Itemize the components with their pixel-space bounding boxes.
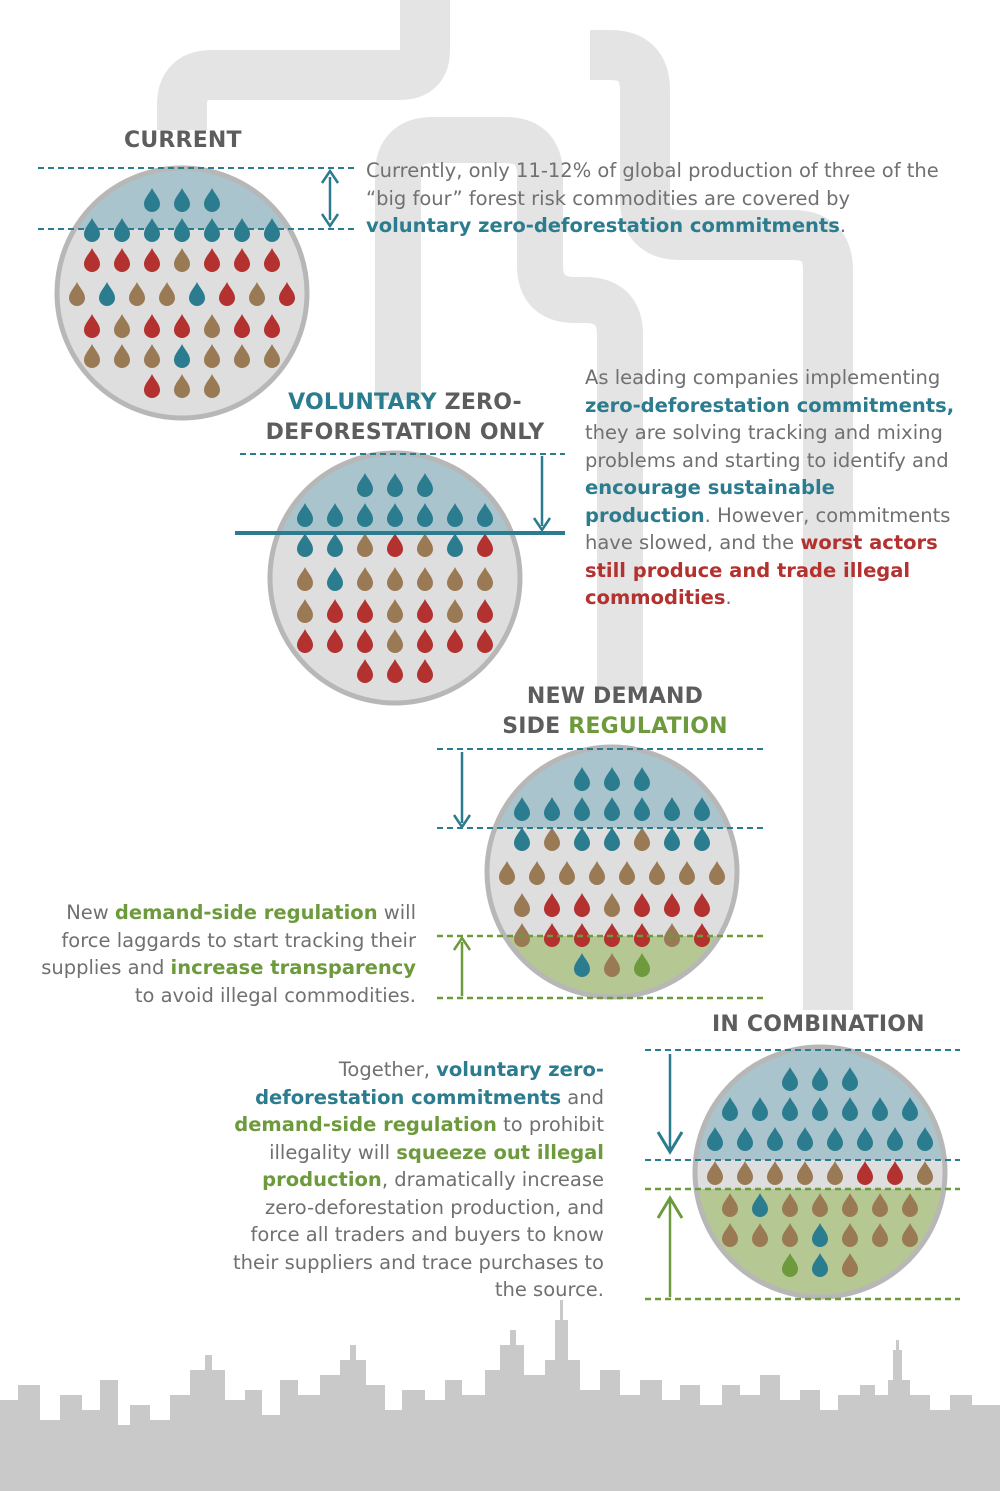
text-voluntary-red: worst actors still produce and trade illegal commodities [585, 531, 938, 609]
heading-regulation [490, 682, 740, 742]
text-combination [215, 1056, 604, 1304]
circle-combination [690, 1040, 960, 1309]
circle-regulation [480, 740, 750, 1006]
heading-combination: IN COMBINATION [712, 1012, 925, 1037]
text-regulation [20, 899, 416, 1009]
text-voluntary-1: As leading companies implementing [585, 366, 941, 389]
heading-voluntary [260, 388, 550, 448]
text-combination-1: Together, [338, 1058, 437, 1081]
text-current-2: . [839, 214, 847, 237]
text-regulation-1: New [66, 901, 115, 924]
city-skyline [0, 1300, 1000, 1491]
text-combination-4: , dramatically increase zero-deforestation production, and force all traders and buyers to know their suppliers and trace purchases to the source. [233, 1168, 604, 1301]
text-combination-2: and [561, 1085, 604, 1109]
circle-current [50, 160, 320, 418]
text-voluntary-2: they are solving tracking and mixing problems and starting to identify and [585, 421, 949, 472]
text-voluntary-teal-1: zero-deforestation commitments, [585, 393, 955, 417]
heading-regulation-part1: NEW DEMAND [526, 684, 704, 709]
text-voluntary-teal-2: encourage sustainable production [585, 476, 835, 527]
heading-voluntary-teal: VOLUNTARY [288, 390, 437, 415]
text-current-teal: voluntary zero-deforestation commitments [366, 214, 840, 237]
text-voluntary-3: . However, commitments have slowed, and the [585, 503, 951, 554]
heading-current: CURRENT [124, 128, 242, 153]
text-combination-green-2: squeeze out illegal production [262, 1140, 604, 1191]
circle-voluntary [260, 440, 530, 703]
heading-voluntary-part2: DEFORESTATION ONLY [265, 420, 545, 445]
pipe-left [182, 0, 425, 130]
text-voluntary [585, 364, 960, 612]
text-combination-teal: voluntary zero-deforestation commitments [255, 1058, 604, 1109]
text-voluntary-4: . [725, 586, 732, 609]
heading-regulation-green: REGULATION [568, 714, 728, 739]
text-regulation-2: will force laggards to start tracking their supplies and [41, 901, 416, 979]
text-current [366, 157, 946, 240]
text-combination-3: to prohibit illegality will [269, 1113, 604, 1164]
heading-regulation-part2: SIDE [502, 714, 569, 739]
heading-voluntary-part1: ZERO- [436, 390, 522, 415]
text-regulation-green-2: increase transparency [170, 956, 416, 979]
text-combination-green-1: demand-side regulation [234, 1113, 497, 1136]
text-regulation-3: to avoid illegal commodities. [134, 983, 416, 1007]
text-regulation-green-1: demand-side regulation [114, 901, 378, 924]
text-current-1: Currently, only 11-12% of global production of three of the “big four” forest risk commodities are covered by [366, 159, 939, 210]
